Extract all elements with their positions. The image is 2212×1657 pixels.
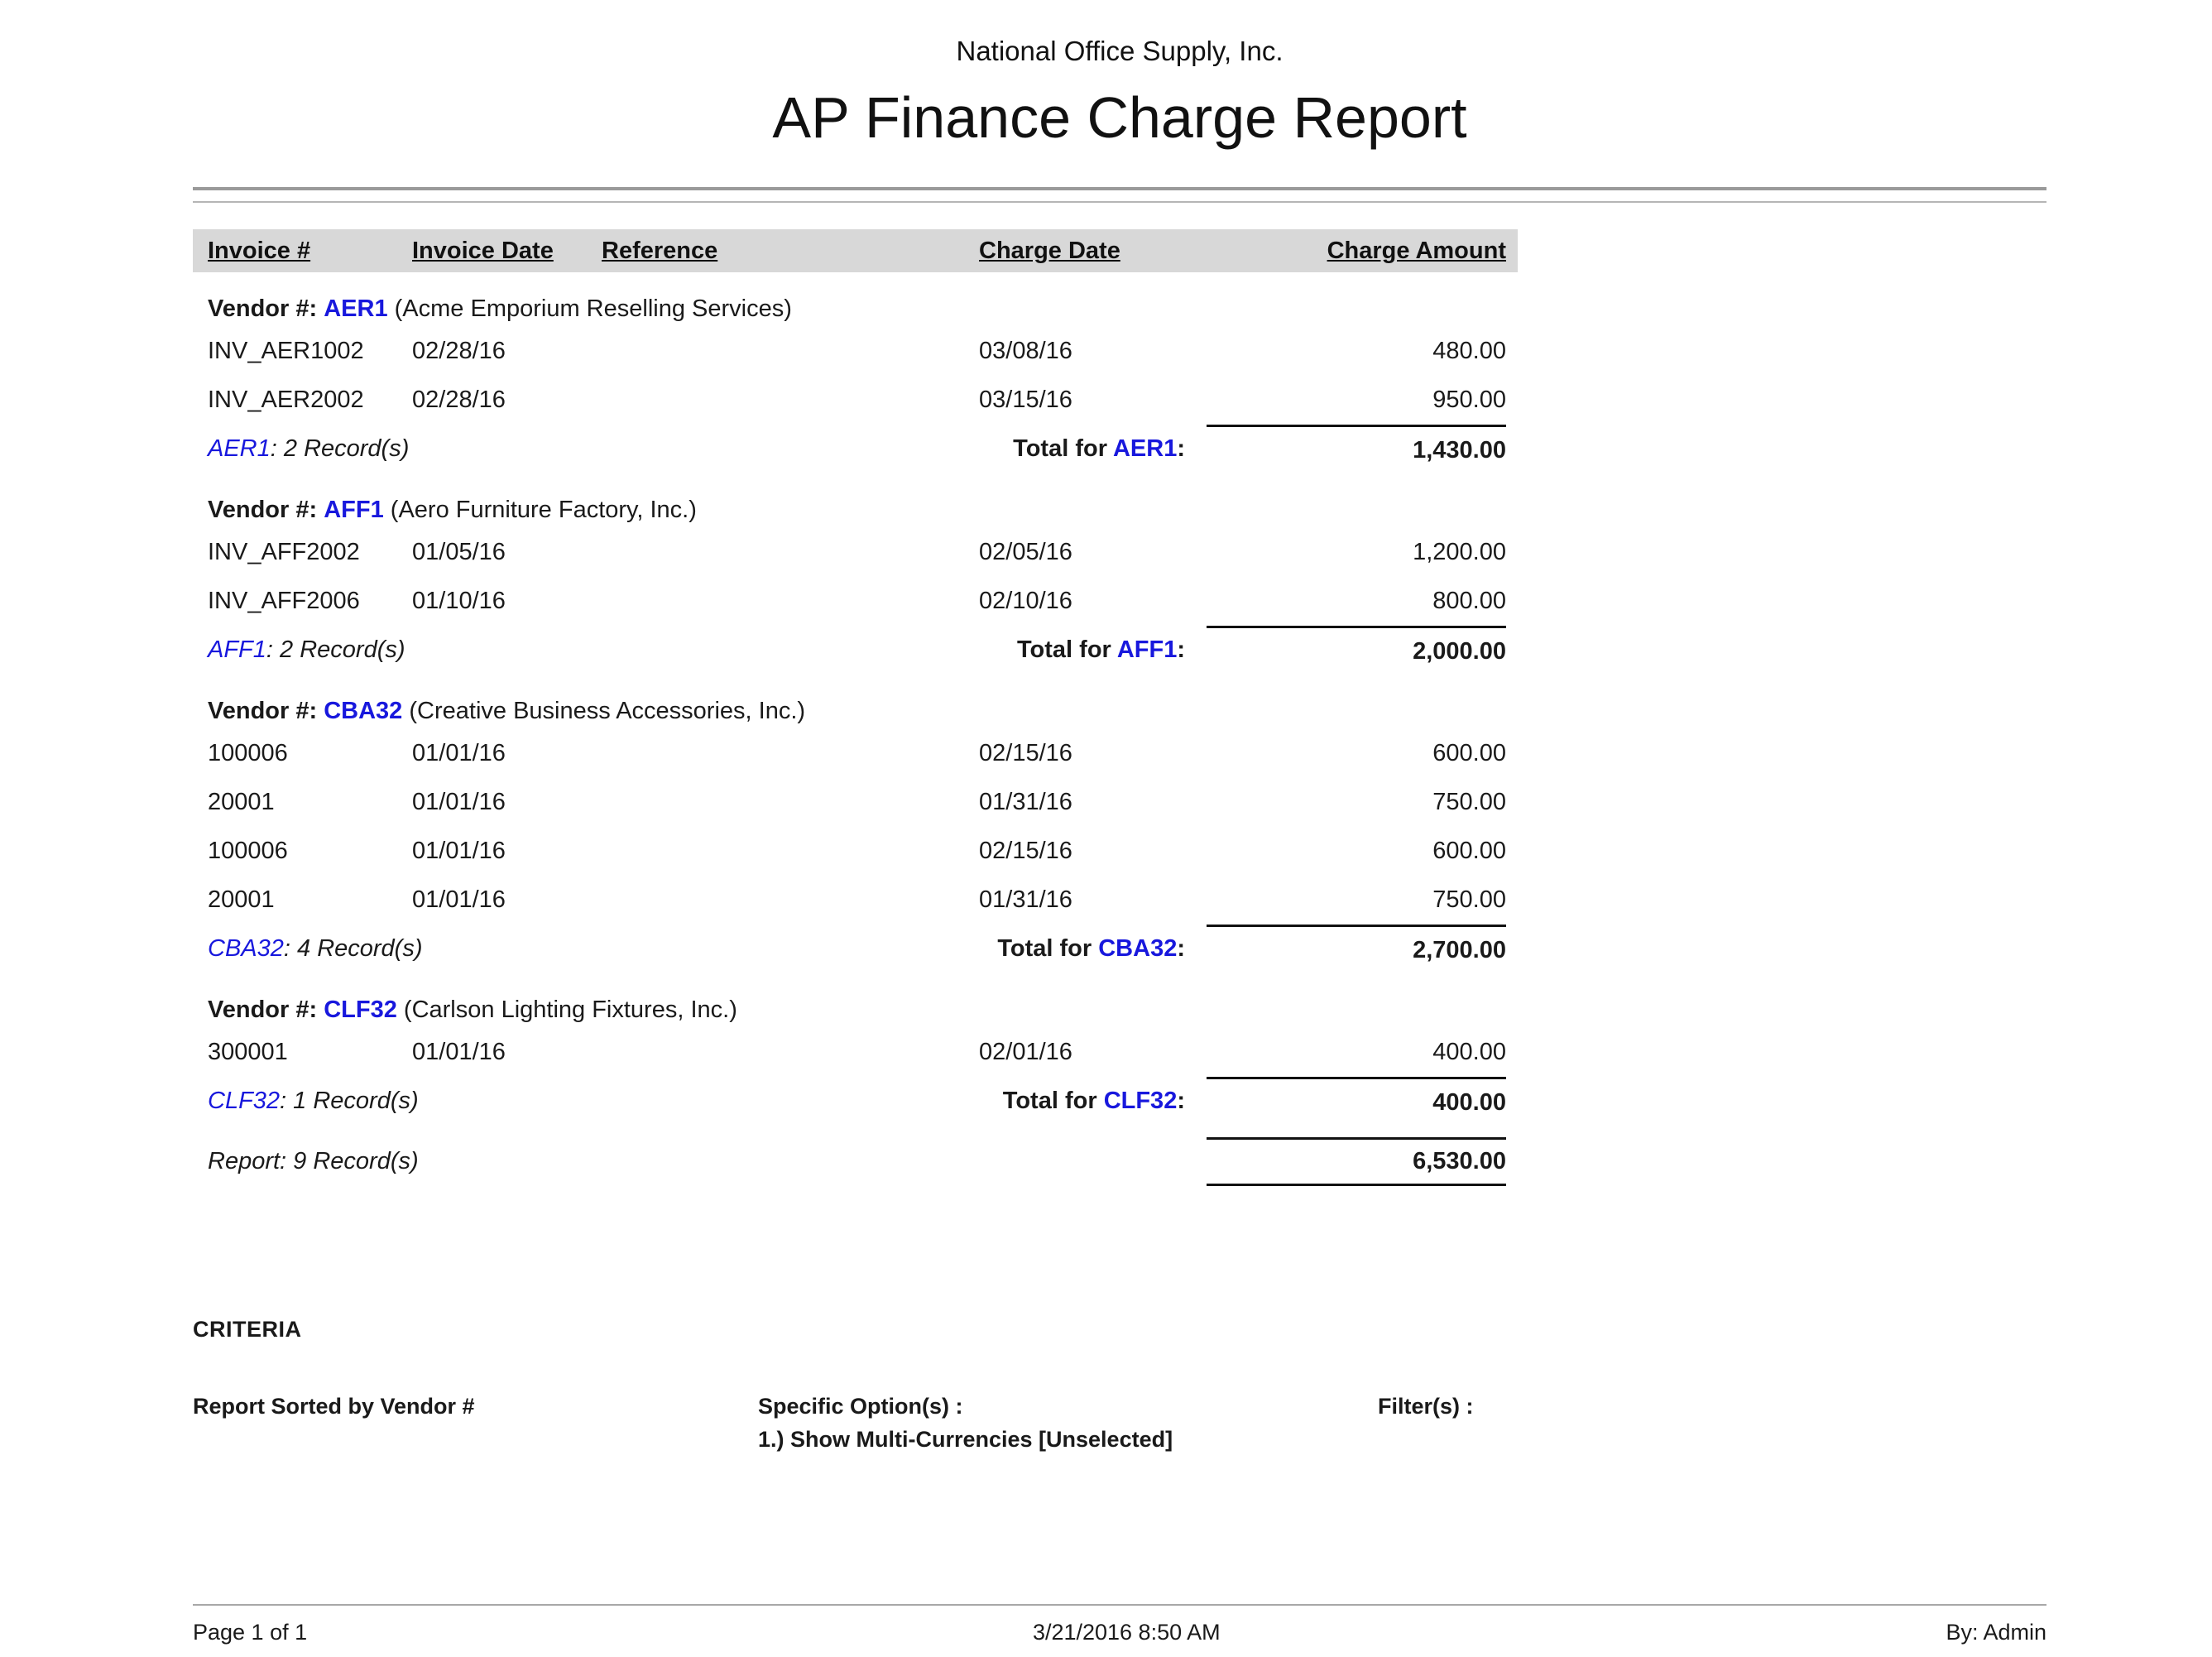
vendor-code-link[interactable]: AER1 <box>324 295 388 322</box>
table-header-row <box>193 229 1518 272</box>
invoice-date: 02/28/16 <box>412 338 506 364</box>
charge-date: 02/05/16 <box>979 539 1072 565</box>
vendor-group <box>193 492 1518 675</box>
invoice-number: INV_AFF2002 <box>208 539 360 565</box>
charge-date: 02/01/16 <box>979 1039 1072 1065</box>
vendor-total-row <box>193 626 1518 675</box>
vendor-code-link[interactable]: AER1 <box>208 435 271 462</box>
vendor-total-amount: 2,000.00 <box>1207 626 1506 675</box>
vendor-group <box>193 693 1518 973</box>
invoice-number: INV_AER1002 <box>208 338 364 364</box>
criteria-row <box>193 1390 2046 1456</box>
vendor-code-link[interactable]: AFF1 <box>1116 636 1178 663</box>
vendor-record-count <box>208 435 721 463</box>
record-count-text: : 4 Record(s) <box>283 935 423 962</box>
vendor-code-link[interactable]: CLF32 <box>208 1088 281 1114</box>
invoice-number: 20001 <box>208 789 275 815</box>
invoice-row <box>193 778 1518 827</box>
vendor-code-link[interactable]: AFF1 <box>208 636 266 663</box>
title-rule-bottom <box>193 201 2046 203</box>
vendor-total-label <box>721 935 1207 963</box>
charge-amount: 800.00 <box>1432 588 1506 614</box>
vendor-label: Vendor #: <box>208 997 318 1023</box>
criteria-section <box>193 1317 2046 1456</box>
invoice-date: 01/01/16 <box>412 1039 506 1065</box>
charge-amount: 750.00 <box>1432 886 1506 913</box>
vendor-label: Vendor #: <box>208 497 318 523</box>
invoice-number: INV_AFF2006 <box>208 588 360 614</box>
vendor-group <box>193 291 1518 473</box>
record-count-text: : 2 Record(s) <box>270 435 410 462</box>
record-count-text: : 1 Record(s) <box>280 1088 419 1114</box>
vendor-record-count <box>208 636 721 664</box>
invoice-row <box>193 376 1518 425</box>
report-table <box>193 229 1518 1186</box>
charge-date: 01/31/16 <box>979 886 1072 913</box>
vendor-total-label <box>721 1088 1207 1115</box>
specific-options-label: Specific Option(s) : <box>758 1394 963 1419</box>
vendor-code-link[interactable]: AER1 <box>1112 435 1178 462</box>
invoice-date: 01/01/16 <box>412 789 506 815</box>
invoice-row <box>193 729 1518 778</box>
invoice-row <box>193 528 1518 577</box>
company-name: National Office Supply, Inc. <box>956 36 1284 66</box>
vendor-name: (Acme Emporium Reselling Services) <box>394 295 792 322</box>
col-header-charge-amount: Charge Amount <box>1327 237 1506 264</box>
criteria-sorted-by: Report Sorted by Vendor # <box>193 1394 475 1419</box>
invoice-row <box>193 827 1518 876</box>
charge-date: 02/15/16 <box>979 838 1072 864</box>
vendor-total-amount: 2,700.00 <box>1207 925 1506 973</box>
vendor-code-link[interactable]: AFF1 <box>324 497 384 523</box>
col-header-charge-date: Charge Date <box>979 237 1120 264</box>
charge-date: 03/15/16 <box>979 387 1072 413</box>
vendor-header <box>193 992 1518 1028</box>
vendor-code-link[interactable]: CBA32 <box>1098 935 1178 962</box>
vendor-total-row <box>193 1077 1518 1126</box>
charge-amount: 1,200.00 <box>1413 539 1506 565</box>
colon-text: : <box>1177 435 1185 462</box>
charge-amount: 480.00 <box>1432 338 1506 364</box>
invoice-number: 300001 <box>208 1039 288 1065</box>
total-for-text: Total for <box>997 935 1092 962</box>
charge-amount: 750.00 <box>1432 789 1506 815</box>
vendor-total-amount: 400.00 <box>1207 1077 1506 1126</box>
charge-date: 02/10/16 <box>979 588 1072 614</box>
criteria-filters-label: Filter(s) : <box>1378 1394 1474 1419</box>
invoice-row <box>193 1028 1518 1077</box>
colon-text: : <box>1177 636 1185 663</box>
charge-date: 02/15/16 <box>979 740 1072 766</box>
vendor-group <box>193 992 1518 1126</box>
footer-page-number: Page 1 of 1 <box>193 1620 308 1645</box>
vendor-record-count <box>208 935 721 963</box>
vendor-record-count <box>208 1088 721 1115</box>
vendor-header <box>193 693 1518 729</box>
col-header-invoice-date: Invoice Date <box>412 237 554 264</box>
vendor-header <box>193 291 1518 327</box>
title-rule-top <box>193 187 2046 190</box>
total-for-text: Total for <box>1017 636 1111 663</box>
invoice-number: INV_AER2002 <box>208 387 364 413</box>
vendor-code-link[interactable]: CBA32 <box>208 935 284 962</box>
footer-printed-by: By: Admin <box>1946 1620 2046 1645</box>
specific-option-1: 1.) Show Multi-Currencies [Unselected] <box>758 1427 1173 1452</box>
vendor-label: Vendor #: <box>208 295 318 322</box>
charge-amount: 950.00 <box>1432 387 1506 413</box>
invoice-number: 100006 <box>208 740 288 766</box>
vendor-code-link[interactable]: CBA32 <box>324 698 403 724</box>
report-content <box>193 0 2046 1456</box>
invoice-date: 01/01/16 <box>412 886 506 913</box>
report-total-amount: 6,530.00 <box>1207 1137 1506 1186</box>
vendor-header <box>193 492 1518 528</box>
invoice-date: 02/28/16 <box>412 387 506 413</box>
vendor-total-row <box>193 925 1518 973</box>
charge-amount: 600.00 <box>1432 838 1506 864</box>
record-count-text: : 2 Record(s) <box>266 636 405 663</box>
invoice-date: 01/01/16 <box>412 740 506 766</box>
vendor-name: (Creative Business Accessories, Inc.) <box>409 698 806 724</box>
criteria-heading: CRITERIA <box>193 1317 302 1342</box>
vendor-total-amount: 1,430.00 <box>1207 425 1506 473</box>
col-header-reference: Reference <box>602 237 718 264</box>
charge-date: 01/31/16 <box>979 789 1072 815</box>
charge-amount: 600.00 <box>1432 740 1506 766</box>
col-header-invoice: Invoice # <box>208 237 311 264</box>
invoice-row <box>193 577 1518 626</box>
colon-text: : <box>1177 1088 1185 1114</box>
report-title: AP Finance Charge Report <box>772 85 1467 150</box>
invoice-row <box>193 327 1518 376</box>
vendor-code-link[interactable]: CLF32 <box>1103 1088 1178 1114</box>
criteria-specific-options <box>758 1390 1378 1456</box>
vendor-label: Vendor #: <box>208 698 318 724</box>
footer-rule <box>193 1604 2046 1606</box>
invoice-number: 20001 <box>208 886 275 913</box>
report-total-row <box>193 1137 1518 1186</box>
invoice-row <box>193 876 1518 925</box>
charge-amount: 400.00 <box>1432 1039 1506 1065</box>
footer-datetime: 3/21/2016 8:50 AM <box>1032 1620 1221 1645</box>
invoice-date: 01/10/16 <box>412 588 506 614</box>
invoice-date: 01/05/16 <box>412 539 506 565</box>
invoice-number: 100006 <box>208 838 288 864</box>
vendor-name: (Aero Furniture Factory, Inc.) <box>390 497 697 523</box>
vendor-code-link[interactable]: CLF32 <box>324 997 397 1023</box>
report-record-count: Report: 9 Record(s) <box>208 1148 419 1174</box>
vendor-total-row <box>193 425 1518 473</box>
total-for-text: Total for <box>1002 1088 1097 1114</box>
invoice-date: 01/01/16 <box>412 838 506 864</box>
report-footer <box>193 1616 2046 1649</box>
colon-text: : <box>1177 935 1185 962</box>
vendor-name: (Carlson Lighting Fixtures, Inc.) <box>403 997 737 1023</box>
charge-date: 03/08/16 <box>979 338 1072 364</box>
vendor-total-label <box>721 435 1207 463</box>
total-for-text: Total for <box>1013 435 1107 462</box>
vendor-total-label <box>721 636 1207 664</box>
